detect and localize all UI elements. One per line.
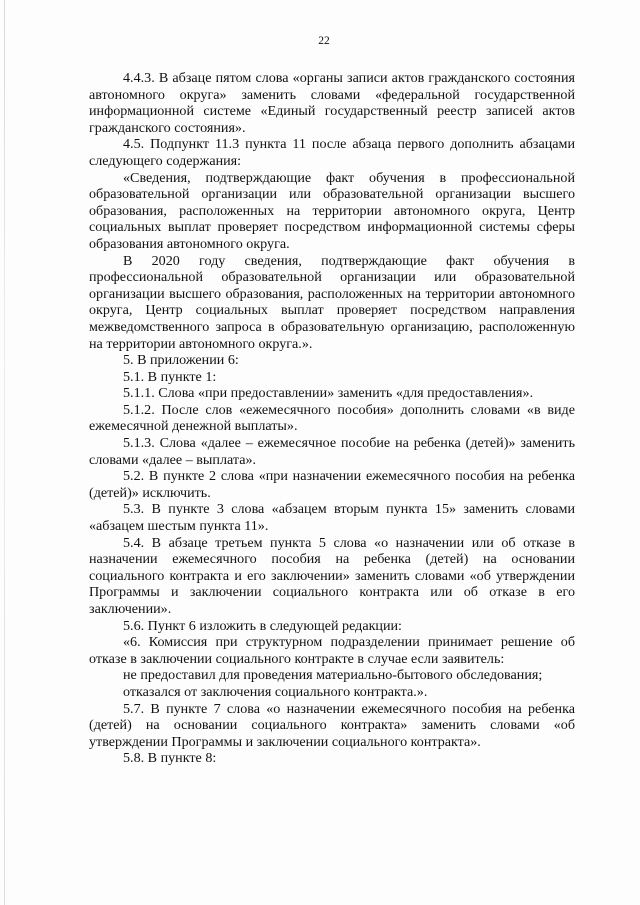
paragraph-condition-2: отказался от заключения социального контракта.». (123, 683, 428, 700)
paragraph-5-1: 5.1. В пункте 1: (123, 368, 217, 385)
paragraph-5-7: 5.7. В пункте 7 слова «о назначении ежемесячного пособия на ребенка (детей) на основании социального контракта» заменить словами «об утверждении Программы и заключении социального контракта». (89, 700, 575, 750)
paragraph-5-1-2: 5.1.2. После слов «ежемесячного пособия» дополнить словами «в виде ежемесячной денежной выплаты». (89, 401, 575, 435)
paragraph-5-2: 5.2. В пункте 2 слова «при назначении ежемесячного пособия на ребенка (детей)» исключить. (89, 468, 575, 501)
paragraph-5-8: 5.8. В пункте 8: (123, 750, 217, 767)
paragraph-5-1-1: 5.1.1. Слова «при предоставлении» заменить «для предоставления». (123, 385, 534, 402)
paragraph-4-4-3: 4.4.3. В абзаце пятом слова «органы записи актов гражданского состояния автономного округа» заменить словами «федеральной государственной информационной системе «Единый государственный реестр записей актов гражданского состояния». (89, 70, 575, 136)
paragraph-5-1-3: 5.1.3. Слова «далее – ежемесячное пособие на ребенка (детей)» заменить словами «далее – выплата». (89, 435, 575, 468)
scan-edge (4, 0, 5, 905)
paragraph-4-5: 4.5. Подпункт 11.3 пункта 11 после абзаца первого дополнить абзацами следующего содержания: (89, 136, 575, 169)
paragraph-condition-1: не предоставил для проведения материально-бытового обследования; (123, 667, 543, 684)
paragraph-5-4: 5.4. В абзаце третьем пункта 5 слова «о назначении или об отказе в назначении ежемесячного пособия на ребенка (детей) на основании социального контракта и его заключении» заменить словами «об утверждении Программы и заключении социального контракта или об отказе в его заключении». (89, 534, 575, 617)
paragraph-quote-1: «Сведения, подтверждающие факт обучения в профессиональной образовательной организации или образовательной организации высшего образования, расположенных на территории автономного округа, Центр социальных выплат проверяет посредством информационной системы сферы образования автономного округа. (89, 169, 575, 252)
paragraph-quote-2: В 2020 году сведения, подтверждающие факт обучения в профессиональной образовательной организации или образовательной организации высшего образования, расположенных на территории автономного округа, Центр социальных выплат проверяет посредством направления межведомственного запроса в образовательную организацию, расположенную на территории автономного округа.». (89, 252, 575, 352)
document-body (89, 70, 575, 767)
paragraph-5: 5. В приложении 6: (123, 352, 239, 369)
page-number: 22 (318, 35, 330, 47)
paragraph-quote-6: «6. Комиссия при структурном подразделении принимает решение об отказе в заключении социального контракте в случае если заявитель: (89, 634, 575, 667)
paragraph-5-6: 5.6. Пункт 6 изложить в следующей редакции: (123, 617, 402, 634)
paragraph-5-3: 5.3. В пункте 3 слова «абзацем вторым пункта 15» заменить словами «абзацем шестым пункта 11». (89, 501, 575, 535)
